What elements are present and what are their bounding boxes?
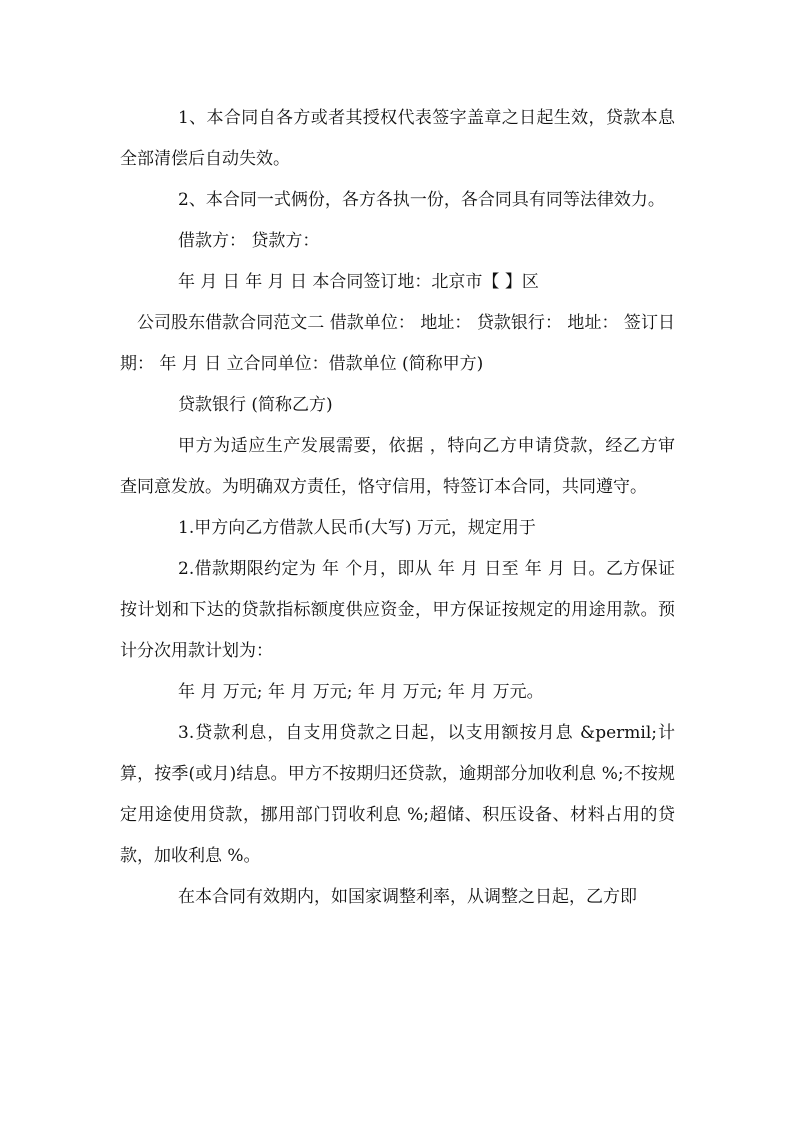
usage-schedule: 年 月 万元; 年 月 万元; 年 月 万元; 年 月 万元。: [178, 682, 544, 702]
clause-loan-term: 2.借款期限约定为 年 个月，即从 年 月 日至 年 月 日。乙方保证按计划和下达的贷款指标额度供应资金，甲方保证按规定的用途用款。预计分次用款计划为：: [120, 559, 675, 661]
signature-parties: 借款方： 贷款方：: [178, 231, 320, 251]
clause-effective: 1、本合同自各方或者其授权代表签字盖章之日起生效，贷款本息全部清偿后自动失效。: [120, 108, 675, 169]
clause-loan-amount: 1.甲方向乙方借款人民币(大写) 万元，规定用于: [178, 518, 536, 538]
lender-bank-line: 贷款银行 (简称乙方): [178, 395, 333, 415]
clause-copies: 2、本合同一式俩份，各方各执一份，各合同具有同等法律效力。: [178, 190, 665, 210]
signature-dates-location: 年 月 日 年 月 日 本合同签订地：北京市【 】区: [178, 272, 539, 292]
contract-header-info: 公司股东借款合同范文二 借款单位： 地址： 贷款银行： 地址： 签订日期： 年 月 日 立合同单位：借款单位 (简称甲方): [120, 313, 675, 374]
clause-rate-adjustment: 在本合同有效期内，如国家调整利率，从调整之日起，乙方即: [178, 887, 637, 907]
clause-interest: 3.贷款利息，自支用贷款之日起，以支用额按月息 &permil;计算，按季(或月)结息。甲方不按期归还贷款，逾期部分加收利息 %;不按规定用途使用贷款，挪用部门罚收利息 %;超储、积压设备、材料占用的贷款，加收利息 %。: [120, 723, 675, 866]
preamble: 甲方为适应生产发展需要，依据 ，特向乙方申请贷款，经乙方审查同意发放。为明确双方责任，恪守信用，特签订本合同，共同遵守。: [120, 436, 675, 497]
document-body: [120, 98, 675, 918]
